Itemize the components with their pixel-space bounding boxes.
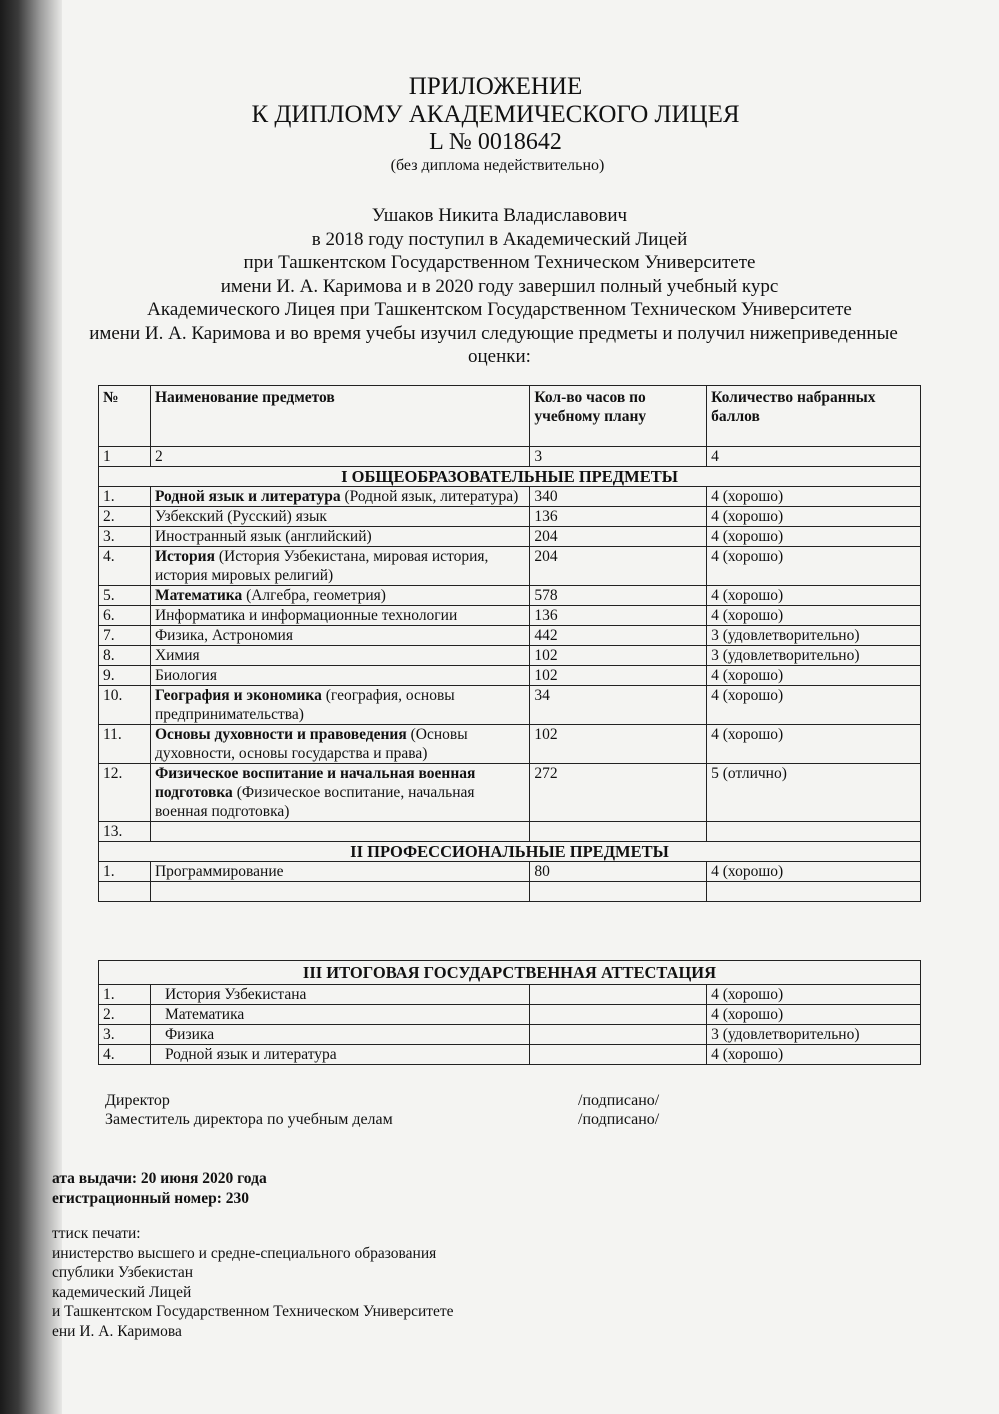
table-cell — [150, 882, 529, 902]
table-row — [99, 686, 921, 725]
row-number: 4. — [99, 547, 151, 586]
hours-cell: 442 — [530, 626, 707, 646]
table-row — [99, 606, 921, 626]
subject-name — [150, 606, 529, 626]
section-title: II ПРОФЕССИОНАЛЬНЫЕ ПРЕДМЕТЫ — [99, 842, 921, 862]
row-number: 5. — [99, 586, 151, 606]
subject-name: Родной язык и литература — [150, 1045, 529, 1065]
intro-line: имени И. А. Каримова и в 2020 году завершил полный учебный курс — [220, 275, 779, 297]
subject-name-bold: Математика — [154, 587, 243, 604]
subject-name-detail: Биология — [154, 667, 217, 684]
section-title: I ОБЩЕОБРАЗОВАТЕЛЬНЫЕ ПРЕДМЕТЫ — [99, 467, 921, 487]
subject-name-bold: Физическое воспитание и начальная военная подготовка — [154, 765, 476, 801]
subject-name-detail: (Основы духовности, основы государства и права) — [154, 726, 472, 762]
grade-cell: 4 (хорошо) — [707, 686, 921, 725]
hours-cell: 136 — [530, 507, 707, 527]
grade-cell: 4 (хорошо) — [707, 527, 921, 547]
deputy-signature: /подписано/ — [578, 1111, 660, 1128]
grade-cell: 4 (хорошо) — [707, 725, 921, 764]
row-number: 2. — [99, 1005, 151, 1025]
grade-cell: 4 (хорошо) — [707, 862, 921, 882]
hours-cell — [530, 1025, 707, 1045]
table-row — [99, 626, 921, 646]
subject-name-detail: Узбекский (Русский) язык — [154, 508, 327, 525]
row-number: 4. — [99, 1045, 151, 1065]
deputy-label: Заместитель директора по учебным делам — [105, 1111, 393, 1128]
grade-cell: 4 (хорошо) — [707, 507, 921, 527]
stamp-line: кадемический Лицей — [52, 1283, 192, 1301]
grade-cell: 4 (хорошо) — [707, 586, 921, 606]
table-row — [99, 862, 921, 882]
grade-cell: 4 (хорошо) — [707, 985, 921, 1005]
subject-name-detail: (Физическое воспитание, начальная военная подготовка) — [154, 784, 479, 820]
hours-cell: 340 — [530, 487, 707, 507]
subject-name-bold: География и экономика — [154, 687, 322, 704]
row-number: 1. — [99, 487, 151, 507]
grade-cell: 4 (хорошо) — [707, 666, 921, 686]
stamp-line: и Ташкентском Государственном Техническом Университете — [52, 1303, 454, 1320]
subject-name — [150, 686, 529, 725]
table-row — [99, 666, 921, 686]
subject-name-detail: (История Узбекистана, мировая история, история мировых религий) — [154, 548, 493, 584]
row-number: 13. — [99, 822, 151, 842]
section-row — [99, 467, 921, 487]
table-row — [99, 646, 921, 666]
row-number: 11. — [99, 725, 151, 764]
row-number: 1. — [99, 862, 151, 882]
table-cell — [707, 882, 921, 902]
hours-cell: 80 — [530, 862, 707, 882]
table-row — [99, 764, 921, 822]
hours-cell: 102 — [530, 646, 707, 666]
row-number: 10. — [99, 686, 151, 725]
table-row — [99, 985, 921, 1005]
subject-name — [150, 725, 529, 764]
hours-cell — [530, 822, 707, 842]
subject-name: История Узбекистана — [150, 985, 529, 1005]
table-row — [99, 1025, 921, 1045]
registration-number: егистрационный номер: 230 — [52, 1190, 250, 1207]
table-cell: 2 — [150, 447, 529, 467]
stamp-line: спублики Узбекистан — [52, 1264, 194, 1281]
row-number: 3. — [99, 1025, 151, 1045]
subject-name-bold: История — [154, 548, 215, 565]
intro-line: в 2018 году поступил в Академический Лицей — [311, 228, 688, 250]
section-row — [99, 842, 921, 862]
row-number: 2. — [99, 507, 151, 527]
subject-name — [150, 487, 529, 507]
row-number: 3. — [99, 527, 151, 547]
subject-name — [150, 586, 529, 606]
table-row — [99, 822, 921, 842]
grade-cell: 3 (удовлетворительно) — [707, 626, 921, 646]
table-cell — [99, 882, 151, 902]
issue-date: ата выдачи: 20 июня 2020 года — [52, 1170, 267, 1187]
subject-name — [150, 626, 529, 646]
table-row — [99, 1045, 921, 1065]
header-cell: Количество набранных баллов — [707, 386, 921, 447]
grade-cell: 4 (хорошо) — [707, 1005, 921, 1025]
stamp-line: инистерство высшего и средне-специального образования — [52, 1244, 437, 1262]
hours-cell: 136 — [530, 606, 707, 626]
subject-name — [150, 547, 529, 586]
grade-cell: 4 (хорошо) — [707, 487, 921, 507]
table-cell — [530, 882, 707, 902]
intro-line: оценки: — [468, 346, 531, 367]
grade-cell: 4 (хорошо) — [707, 547, 921, 586]
hours-cell: 272 — [530, 764, 707, 822]
subject-name-detail: (Алгебра, геометрия) — [242, 587, 386, 604]
table-header-row — [99, 386, 921, 447]
table-row — [99, 487, 921, 507]
intro-line: при Ташкентском Государственном Техническом Университете — [243, 252, 756, 273]
subject-name: Программирование — [150, 862, 529, 882]
section-row — [99, 961, 921, 985]
diploma-number: L № 0018642 — [429, 129, 562, 155]
attestation-table — [98, 960, 921, 1065]
table-row — [99, 547, 921, 586]
subject-name-detail: Информатика и информационные технологии — [154, 607, 458, 624]
row-number: 6. — [99, 606, 151, 626]
numbering-row — [99, 447, 921, 467]
hours-cell: 102 — [530, 666, 707, 686]
row-number: 8. — [99, 646, 151, 666]
stamp-line: ени И. А. Каримова — [52, 1322, 182, 1340]
validity-note: (без диплома недействительно) — [390, 157, 605, 174]
table-row — [99, 1005, 921, 1025]
stamp-label: ттиск печати: — [52, 1225, 141, 1242]
grade-cell — [707, 822, 921, 842]
title-diploma: К ДИПЛОМУ АКАДЕМИЧЕСКОГО ЛИЦЕЯ — [251, 101, 740, 128]
director-signature: /подписано/ — [578, 1092, 660, 1109]
stamp-block — [52, 1224, 454, 1341]
hours-cell: 34 — [530, 686, 707, 725]
subject-name: Физика — [150, 1025, 529, 1045]
intro-line: Академического Лицея при Ташкентском Государственном Техническом Университете — [147, 299, 852, 320]
student-name: Ушаков Никита Владиславович — [371, 205, 628, 226]
hours-cell — [530, 1005, 707, 1025]
hours-cell: 204 — [530, 527, 707, 547]
hours-cell: 578 — [530, 586, 707, 606]
attestation-rows — [99, 985, 921, 1065]
table-row — [99, 725, 921, 764]
grade-cell: 4 (хорошо) — [707, 606, 921, 626]
subject-name-detail: (Родной язык, литература) — [340, 488, 519, 505]
row-number: 1. — [99, 985, 151, 1005]
table-cell: 1 — [99, 447, 151, 467]
subject-rows — [99, 487, 921, 842]
document-header — [0, 73, 999, 176]
subject-name — [150, 822, 529, 842]
subject-name — [150, 666, 529, 686]
subject-name — [150, 527, 529, 547]
subjects-table — [98, 385, 921, 902]
row-number: 12. — [99, 764, 151, 822]
table-row — [99, 586, 921, 606]
table-row — [99, 527, 921, 547]
table-cell: 4 — [707, 447, 921, 467]
subject-name — [150, 646, 529, 666]
section-title: III ИТОГОВАЯ ГОСУДАРСТВЕННАЯ АТТЕСТАЦИЯ — [99, 961, 921, 985]
table-row — [99, 507, 921, 527]
row-number: 9. — [99, 666, 151, 686]
hours-cell: 102 — [530, 725, 707, 764]
header-cell: Кол-во часов по учебному плану — [530, 386, 707, 447]
subject-name-bold: Основы духовности и правоведения — [154, 726, 407, 743]
hours-cell — [530, 1045, 707, 1065]
subject-name-detail: Иностранный язык (английский) — [154, 528, 372, 545]
table-cell: 3 — [530, 447, 707, 467]
intro-line: имени И. А. Каримова и во время учебы изучил следующие предметы и получил нижеприведенные — [89, 322, 898, 344]
subject-name-detail: Физика, Астрономия — [154, 627, 293, 644]
grade-cell: 3 (удовлетворительно) — [707, 646, 921, 666]
title-appendix: ПРИЛОЖЕНИЕ — [408, 73, 583, 100]
subject-name-bold: Родной язык и литература — [154, 488, 341, 505]
grade-cell: 3 (удовлетворительно) — [707, 1025, 921, 1045]
subject-name-detail: (география, основы предпринимательства) — [154, 687, 459, 723]
subject-name — [150, 507, 529, 527]
grade-cell: 4 (хорошо) — [707, 1045, 921, 1065]
hours-cell — [530, 985, 707, 1005]
subject-name-detail: Химия — [154, 647, 200, 664]
hours-cell: 204 — [530, 547, 707, 586]
intro-text — [0, 204, 999, 369]
subject-name — [150, 764, 529, 822]
header-cell: № — [99, 386, 151, 447]
header-cell: Наименование предметов — [150, 386, 529, 447]
director-label: Директор — [105, 1092, 170, 1109]
subject-name: Математика — [150, 1005, 529, 1025]
table-row-empty — [99, 882, 921, 902]
grade-cell: 5 (отлично) — [707, 764, 921, 822]
row-number: 7. — [99, 626, 151, 646]
